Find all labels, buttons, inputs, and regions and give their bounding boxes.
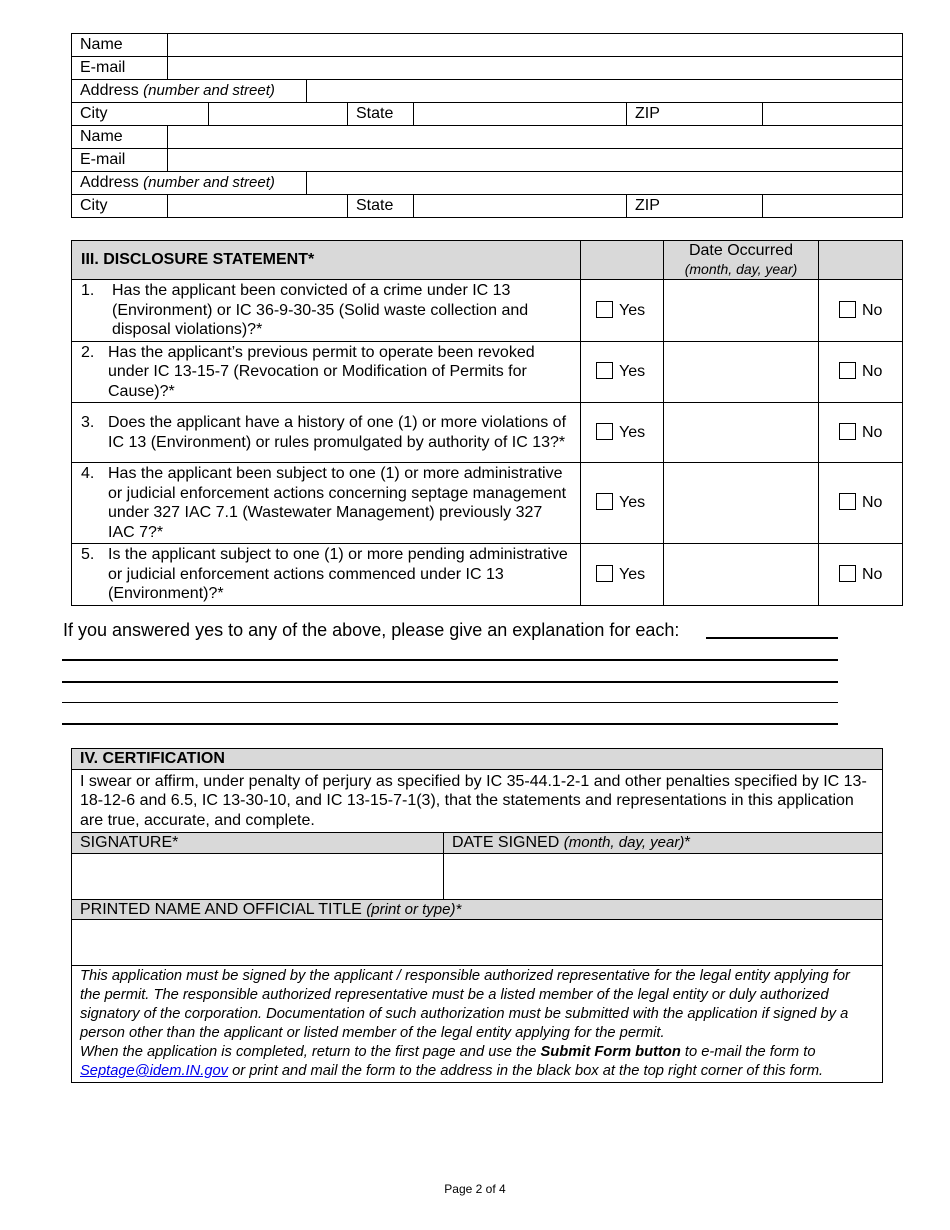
- explanation-line[interactable]: [62, 681, 838, 683]
- disclosure-header: [72, 241, 903, 280]
- explanation-line[interactable]: [62, 702, 838, 703]
- name-label: Name: [72, 126, 168, 149]
- question-number: 4.: [81, 465, 95, 482]
- question-text: Has the applicant been convicted of a crime under IC 13 (Environment) or IC 36-9-30-35 (Solid waste collection and disposal violations)?*: [112, 282, 529, 338]
- no-option[interactable]: No: [819, 544, 903, 606]
- city-label: City: [72, 103, 209, 126]
- no-option[interactable]: No: [819, 463, 903, 544]
- note-authorization: This application must be signed by the applicant / responsible authorized representative for the legal entity applying for the permit. The responsible authorized representative must be a listed member of the legal entity or duly authorized signatory of the corporation. Documentation of such authorization must be submitted with the application if signed by a person other than the applicant or listed member of the legal entity applying for the permit.: [80, 968, 850, 1041]
- address-label: Address (number and street): [72, 172, 307, 195]
- no-checkbox[interactable]: [839, 423, 856, 440]
- no-option[interactable]: No: [819, 341, 903, 403]
- city-field[interactable]: [168, 195, 348, 218]
- no-option[interactable]: No: [819, 280, 903, 342]
- signature-field[interactable]: [72, 853, 444, 899]
- disclosure-title: III. DISCLOSURE STATEMENT*: [72, 241, 581, 280]
- yes-option[interactable]: Yes: [581, 403, 664, 463]
- email-link[interactable]: Septage@idem.IN.gov: [80, 1063, 228, 1079]
- zip-field[interactable]: [763, 195, 903, 218]
- yes-option[interactable]: Yes: [581, 544, 664, 606]
- email-field[interactable]: [168, 149, 903, 172]
- explanation-line[interactable]: [62, 659, 838, 661]
- email-label: E-mail: [72, 57, 168, 80]
- date-signed-field[interactable]: [444, 853, 883, 899]
- printed-name-label: PRINTED NAME AND OFFICIAL TITLE (print or type)*: [72, 899, 883, 920]
- date-occurred-field[interactable]: [664, 280, 819, 342]
- certification-title: IV. CERTIFICATION: [72, 749, 883, 770]
- question-number: 5.: [81, 546, 95, 563]
- address-label: Address (number and street): [72, 80, 307, 103]
- printed-name-field[interactable]: [72, 920, 883, 966]
- date-occurred-field[interactable]: [664, 463, 819, 544]
- date-occurred-field[interactable]: [664, 544, 819, 606]
- yes-checkbox[interactable]: [596, 565, 613, 582]
- signature-label: SIGNATURE*: [72, 833, 444, 854]
- certification-table: [71, 748, 883, 1083]
- no-checkbox[interactable]: [839, 493, 856, 510]
- contact-2-name-row: [72, 126, 903, 149]
- date-signed-label: DATE SIGNED (month, day, year)*: [444, 833, 883, 854]
- address-field[interactable]: [307, 80, 903, 103]
- contact-2-address-row: [72, 172, 903, 195]
- state-field[interactable]: [414, 195, 627, 218]
- date-occurred-field[interactable]: [664, 403, 819, 463]
- state-label: State: [348, 103, 414, 126]
- explanation-line[interactable]: [706, 637, 838, 639]
- zip-label: ZIP: [627, 195, 763, 218]
- question-row: [72, 403, 903, 463]
- disclosure-table: [71, 240, 903, 606]
- submit-form-button-text: Submit Form button: [540, 1044, 681, 1060]
- name-label: Name: [72, 34, 168, 57]
- yes-option[interactable]: Yes: [581, 463, 664, 544]
- city-field[interactable]: [209, 103, 348, 126]
- certification-note: [72, 966, 883, 1083]
- no-checkbox[interactable]: [839, 362, 856, 379]
- contact-1-city-row: [72, 103, 903, 126]
- explanation-line[interactable]: [62, 723, 838, 725]
- no-option[interactable]: No: [819, 403, 903, 463]
- no-checkbox[interactable]: [839, 565, 856, 582]
- page-number: Page 2 of 4: [444, 1182, 506, 1196]
- contact-2-city-row: [72, 195, 903, 218]
- question-row: [72, 280, 903, 342]
- certification-statement: I swear or affirm, under penalty of perjury as specified by IC 35-44.1-2-1 and other penalties specified by IC 13-18-12-6 and 6.5, IC 13-30-10, and IC 13-15-7-1(3), that the statements and representations in this application are true, accurate, and complete.: [72, 769, 883, 833]
- zip-field[interactable]: [763, 103, 903, 126]
- contact-2-email-row: [72, 149, 903, 172]
- contact-1-email-row: [72, 57, 903, 80]
- yes-checkbox[interactable]: [596, 301, 613, 318]
- question-number: 2.: [81, 343, 95, 361]
- question-number: 3.: [81, 414, 95, 431]
- contact-table: [71, 33, 903, 218]
- zip-label: ZIP: [627, 103, 763, 126]
- question-text: Has the applicant’s previous permit to operate been revoked under IC 13-15-7 (Revocation or Modification of Permits for Cause)?*: [108, 343, 535, 400]
- state-field[interactable]: [414, 103, 627, 126]
- yes-option[interactable]: Yes: [581, 341, 664, 403]
- question-text: Does the applicant have a history of one (1) or more violations of IC 13 (Environment) or rules promulgated by authority of IC 13?*: [108, 414, 567, 451]
- state-label: State: [348, 195, 414, 218]
- yes-checkbox[interactable]: [596, 423, 613, 440]
- yes-option[interactable]: Yes: [581, 280, 664, 342]
- yes-checkbox[interactable]: [596, 362, 613, 379]
- yes-checkbox[interactable]: [596, 493, 613, 510]
- question-text: Is the applicant subject to one (1) or more pending administrative or judicial enforcement actions commenced under IC 13 (Environment)?*: [108, 546, 568, 602]
- contact-1-name-row: [72, 34, 903, 57]
- question-number: 1.: [81, 282, 95, 299]
- question-text: Has the applicant been subject to one (1) or more administrative or judicial enforcement actions concerning septage management under 327 IAC 7.1 (Wastewater Management) previously 327 IAC 7?*: [108, 465, 567, 541]
- question-row: [72, 463, 903, 544]
- email-label: E-mail: [72, 149, 168, 172]
- name-field[interactable]: [168, 126, 903, 149]
- date-occurred-field[interactable]: [664, 341, 819, 403]
- note-submission: When the application is completed, return to the first page and use the Submit Form button to e-mail the form to Septage@idem.IN.gov or print and mail the form to the address in the black box at the top right corner of this form.: [80, 1044, 824, 1079]
- explanation-prompt: If you answered yes to any of the above, please give an explanation for each:: [63, 620, 680, 640]
- no-checkbox[interactable]: [839, 301, 856, 318]
- name-field[interactable]: [168, 34, 903, 57]
- email-field[interactable]: [168, 57, 903, 80]
- city-label: City: [72, 195, 168, 218]
- date-occurred-header: Date Occurred (month, day, year): [664, 241, 819, 280]
- address-field[interactable]: [307, 172, 903, 195]
- contact-1-address-row: [72, 80, 903, 103]
- question-row: [72, 544, 903, 606]
- question-row: [72, 341, 903, 403]
